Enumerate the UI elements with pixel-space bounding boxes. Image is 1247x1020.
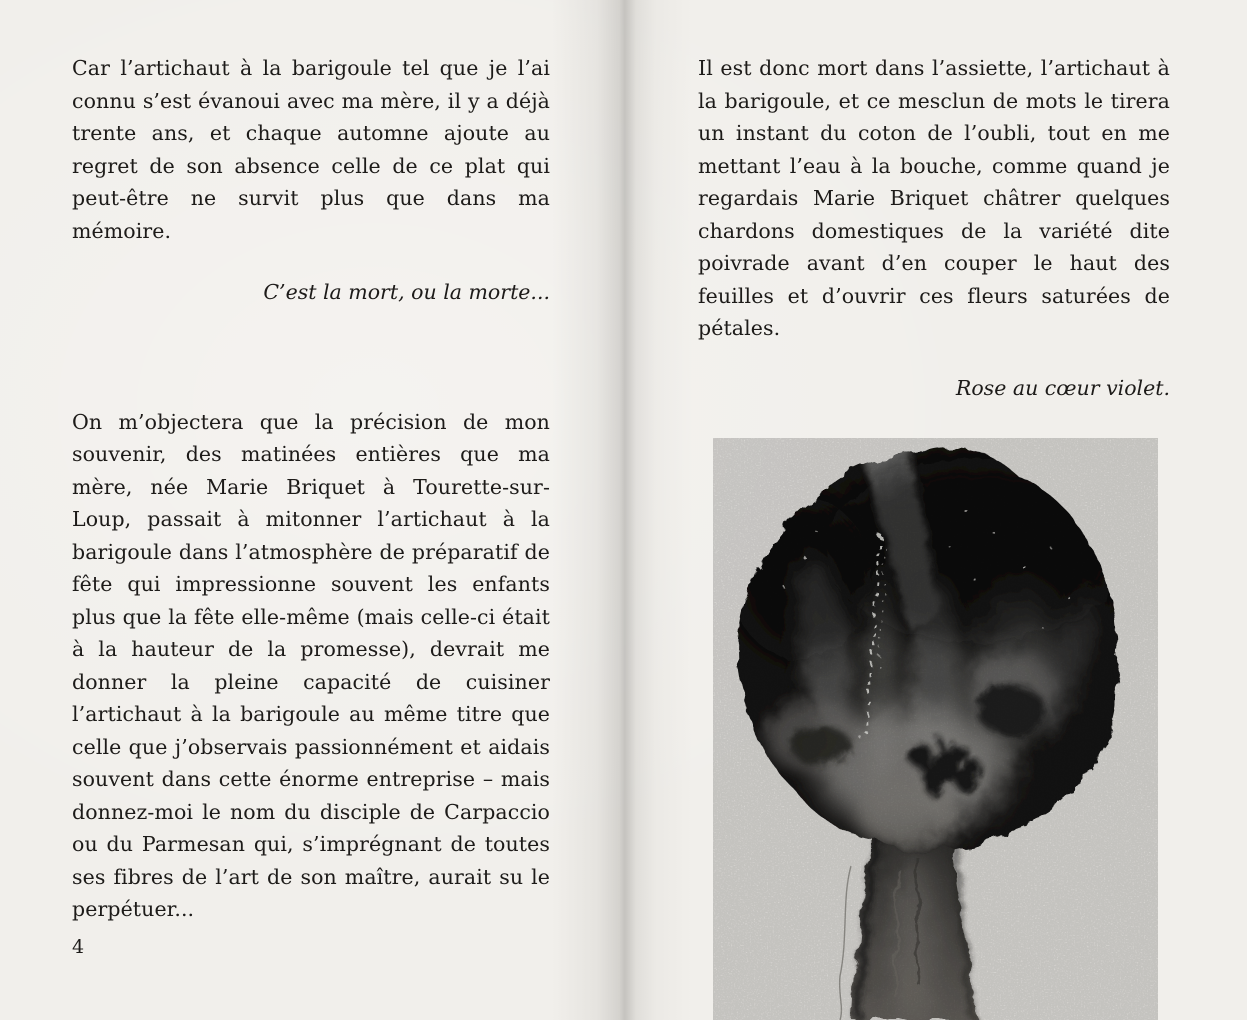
paragraph: Car l’artichaut à la barigoule tel que je l’ai connu s’est évanoui avec ma mère, il y a déjà trente ans, et chaque automne ajoute au regret de son absence celle de ce plat qui peut-être ne survit plus que dans ma mémoire. bbox=[72, 56, 550, 243]
right-page bbox=[618, 0, 1247, 1020]
left-page bbox=[0, 0, 618, 1020]
paragraph: Il est donc mort dans l’assiette, l’artichaut à la barigoule, et ce mesclun de mots le tirera un instant du coton de l’oubli, tout en me mettant l’eau à la bouche, comme quand je regardais Marie Briquet châtrer quelques chardons domestiques de la variété dite poivrade avant d’en couper le haut des feuilles et d’ouvrir ces fleurs saturées de pétales. bbox=[698, 56, 1170, 340]
paragraph: On m’objectera que la précision de mon souvenir, des matinées entières que ma mère, née Marie Briquet à Tourette-sur-Loup, passait à mitonner l’artichaut à la barigoule dans l’atmosphère de préparatif de fête qui impressionne souvent les enfants plus que la fête elle-même (mais celle-ci était à la hauteur de la promesse), devrait me donner la pleine capacité de cuisiner l’artichaut à la barigoule au même titre que celle que j’observais passionnément et aidais souvent dans cette énorme entreprise – mais donnez-moi le nom du disciple de Carpaccio ou du Parmesan qui, s’imprégnant de toutes ses fibres de l’art de son maître, aurait su le perpétuer... bbox=[72, 409, 550, 921]
italic-caption: C’est la mort, ou la morte... bbox=[263, 280, 550, 304]
page-number: 4 bbox=[72, 936, 85, 958]
left-text-column bbox=[72, 52, 550, 926]
artichoke-illustration bbox=[713, 438, 1158, 1020]
italic-caption: Rose au cœur violet. bbox=[955, 375, 1170, 400]
artichoke-ink-drawing bbox=[713, 438, 1158, 1020]
right-text-column bbox=[698, 52, 1170, 404]
paper-grain-texture bbox=[713, 438, 1158, 1020]
